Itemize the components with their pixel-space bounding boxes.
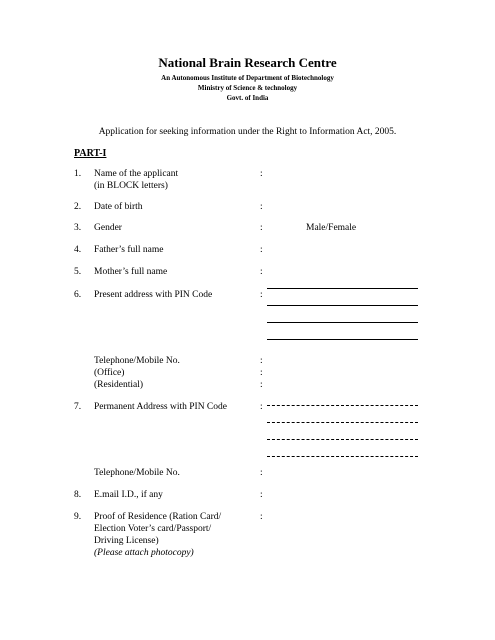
item-number: 9. xyxy=(74,512,82,522)
item-number: 8. xyxy=(74,490,82,500)
field-colon: : xyxy=(260,169,263,179)
permanent-address-line xyxy=(267,439,418,440)
field-colon: : xyxy=(260,380,263,390)
item-number: 2. xyxy=(74,202,82,212)
field-label-permanent-address: Permanent Address with PIN Code xyxy=(94,402,227,412)
field-label-name: Name of the applicant xyxy=(94,169,179,179)
attach-photocopy-note: (Please attach photocopy) xyxy=(94,548,194,558)
part-heading: PART-I xyxy=(74,148,107,159)
field-colon: : xyxy=(260,402,263,412)
telephone-label: Telephone/Mobile No. xyxy=(94,356,180,366)
office-label: (Office) xyxy=(94,368,125,378)
field-colon: : xyxy=(260,223,263,233)
item-number: 3. xyxy=(74,223,82,233)
field-label-gender: Gender xyxy=(94,223,122,233)
item-number: 1. xyxy=(74,169,82,179)
item-number: 6. xyxy=(74,290,82,300)
field-colon: : xyxy=(260,490,263,500)
field-label-proof-line3: Driving License) xyxy=(94,536,159,546)
field-label-proof-of-residence: Proof of Residence (Ration Card/ xyxy=(94,512,222,522)
field-colon: : xyxy=(260,468,263,478)
field-colon: : xyxy=(260,290,263,300)
permanent-address-line xyxy=(267,456,418,457)
item-number: 4. xyxy=(74,245,82,255)
subtitle-institute: An Autonomous Institute of Department of Biotechnology xyxy=(161,74,334,82)
subtitle-ministry: Ministry of Science & technology xyxy=(197,84,298,92)
field-colon: : xyxy=(260,368,263,378)
present-address-line xyxy=(267,305,418,306)
field-colon: : xyxy=(260,202,263,212)
permanent-address-line xyxy=(267,422,418,423)
field-colon: : xyxy=(260,267,263,277)
field-sublabel-block-letters: (in BLOCK letters) xyxy=(94,181,168,191)
present-address-line xyxy=(267,288,418,289)
intro-text: Application for seeking information under the Right to Information Act, 2005. xyxy=(98,127,397,137)
field-colon: : xyxy=(260,512,263,522)
field-label-present-address: Present address with PIN Code xyxy=(94,290,213,300)
gender-options: Male/Female xyxy=(306,223,357,233)
document-title: National Brain Research Centre xyxy=(158,55,337,70)
field-label-dob: Date of birth xyxy=(94,202,143,212)
field-label-mother-name: Mother’s full name xyxy=(94,267,168,277)
field-colon: : xyxy=(260,245,263,255)
field-label-proof-line2: Election Voter’s card/Passport/ xyxy=(94,524,212,534)
item-number: 5. xyxy=(74,267,82,277)
field-label-father-name: Father’s full name xyxy=(94,245,164,255)
item-number: 7. xyxy=(74,402,82,412)
permanent-address-line xyxy=(267,405,418,406)
permanent-telephone-label: Telephone/Mobile No. xyxy=(94,468,180,478)
field-label-email: E.mail I.D., if any xyxy=(94,490,163,500)
subtitle-government: Govt. of India xyxy=(226,94,269,102)
field-colon: : xyxy=(260,356,263,366)
present-address-line xyxy=(267,322,418,323)
residential-label: (Residential) xyxy=(94,380,144,390)
present-address-line xyxy=(267,339,418,340)
